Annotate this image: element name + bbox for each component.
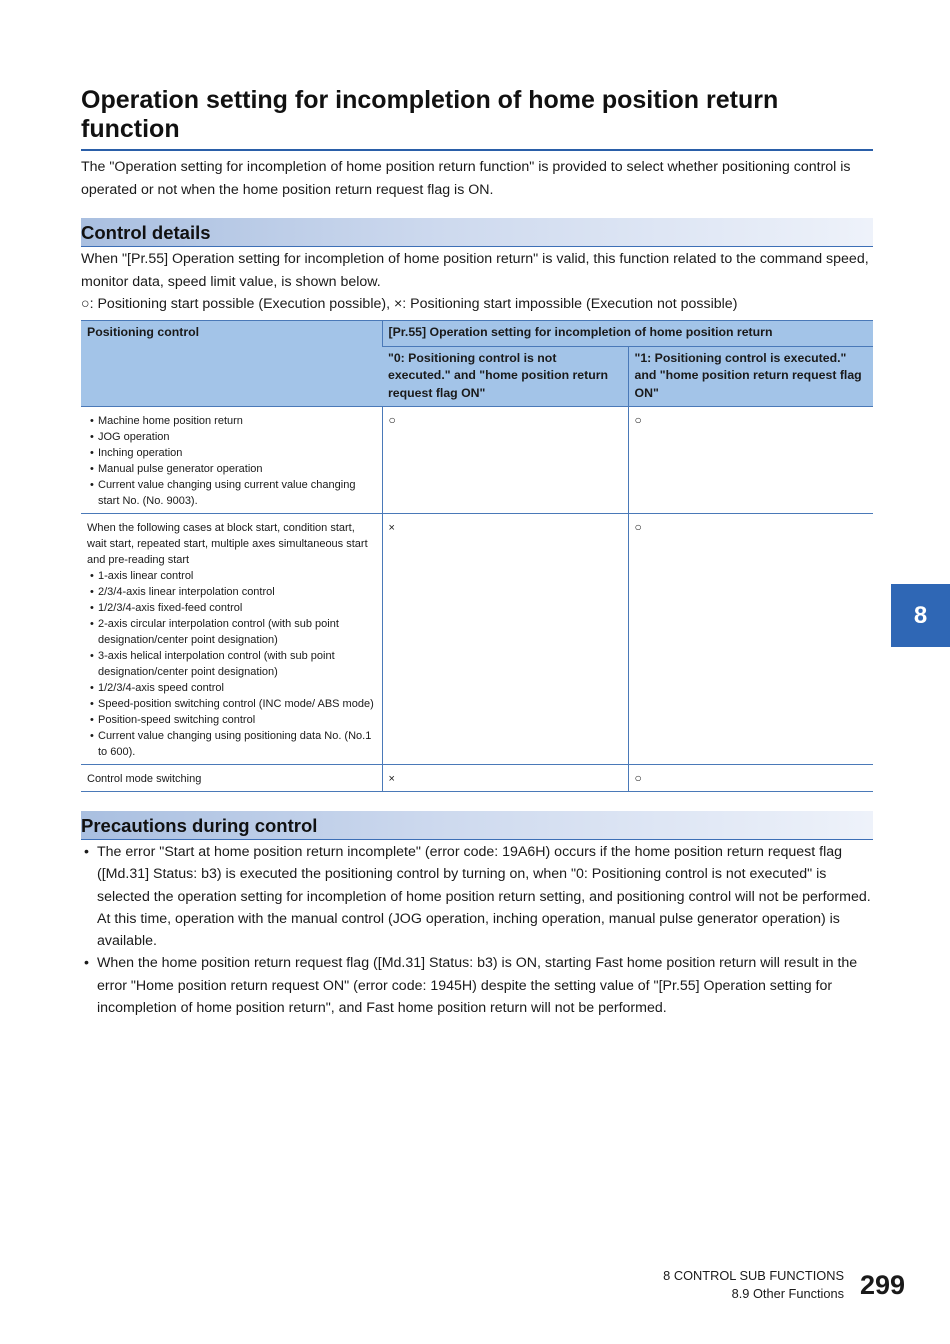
list-item: • Current value changing using current value changing start No. (No. 9003). <box>87 477 376 509</box>
possible-symbol: ○ <box>81 296 90 312</box>
list-item: • Inching operation <box>87 445 376 461</box>
table-row <box>81 407 873 514</box>
list-item: • The error "Start at home position return incomplete" (error code: 19A6H) occurs if the home position return request flag ([Md.31] Status: b3) is executed the positioning control by turning on, when "0: Positioning control is not executed" is selected the operation setting for incompletion of home position return setting, and positioning control will not be performed. At this time, operation with the manual control (JOG operation, inching operation, manual pulse generator operation) is available. <box>81 841 876 952</box>
possible-circle-icon: ○ <box>634 413 642 427</box>
possible-circle-icon: ○ <box>634 520 642 534</box>
row-2-item-list <box>87 568 376 760</box>
row-2-setting-1-cell <box>628 514 873 765</box>
table-row <box>81 765 873 792</box>
row-2-control-cell <box>81 514 382 765</box>
list-item: • Machine home position return <box>87 413 376 429</box>
intro-paragraph: The "Operation setting for incompletion of home position return function" is provided to select whether positioning control is operated or not when the home position return request flag is ON. <box>81 159 851 198</box>
row-3-setting-1-cell <box>628 765 873 792</box>
row-3-setting-0-cell <box>382 765 628 792</box>
row-1-control-cell <box>81 407 382 514</box>
footer-section-info <box>663 1267 844 1303</box>
list-item: • 1/2/3/4-axis speed control <box>87 680 376 696</box>
impossible-cross-icon: × <box>388 522 395 534</box>
possible-circle-icon: ○ <box>634 771 642 785</box>
impossible-legend: : Positioning start impossible (Execution not possible) <box>402 296 738 312</box>
symbol-legend <box>81 293 876 316</box>
list-item: • Current value changing using positioning data No. (No.1 to 600). <box>87 728 376 760</box>
footer-chapter: 8 CONTROL SUB FUNCTIONS <box>663 1268 844 1283</box>
control-details-heading: Control details <box>81 222 211 243</box>
list-item: • 1-axis linear control <box>87 568 376 584</box>
header-setting-0: "0: Positioning control is not executed." and "home position return request flag ON" <box>382 346 628 407</box>
list-item: • 2/3/4-axis linear interpolation control <box>87 584 376 600</box>
impossible-symbol: × <box>393 296 403 312</box>
row-1-item-list <box>87 413 376 509</box>
precautions-heading-bar <box>81 811 873 840</box>
positioning-control-table <box>81 320 873 792</box>
header-setting-1: "1: Positioning control is executed." and "home position return request flag ON" <box>628 346 873 407</box>
header-positioning-control: Positioning control <box>81 321 382 407</box>
control-details-heading-bar <box>81 218 873 247</box>
possible-legend: : Positioning start possible (Execution possible), <box>89 296 394 312</box>
footer-section: 8.9 Other Functions <box>731 1286 844 1301</box>
table-header-row <box>81 321 873 347</box>
title-rule <box>81 149 873 151</box>
page-title: Operation setting for incompletion of home position return function <box>81 86 779 143</box>
control-details-description: When "[Pr.55] Operation setting for incompletion of home position return" is valid, this function related to the command speed, monitor data, speed limit value, is shown below. <box>81 251 869 290</box>
row-2-intro: When the following cases at block start, condition start, wait start, repeated start, multiple axes simultaneous start and pre-reading start <box>87 522 368 566</box>
row-1-setting-1-cell <box>628 407 873 514</box>
list-item: • 1/2/3/4-axis fixed-feed control <box>87 600 376 616</box>
row-3-control-cell: Control mode switching <box>81 765 382 792</box>
precautions-list <box>81 841 876 1019</box>
header-pr55-group: [Pr.55] Operation setting for incompletion of home position return <box>382 321 873 347</box>
list-item: • When the home position return request flag ([Md.31] Status: b3) is ON, starting Fast home position return will result in the error "Home position return request ON" (error code: 1945H) despite the setting value of "[Pr.55] Operation setting for incompletion of home position return", and Fast home position return will not be performed. <box>81 952 876 1019</box>
chapter-tab: 8 <box>891 584 950 647</box>
list-item: • Position-speed switching control <box>87 712 376 728</box>
list-item: • Speed-position switching control (INC mode/ ABS mode) <box>87 696 376 712</box>
table-row <box>81 514 873 765</box>
row-2-setting-0-cell <box>382 514 628 765</box>
page-number: 299 <box>860 1270 906 1300</box>
list-item: • Manual pulse generator operation <box>87 461 376 477</box>
list-item: • JOG operation <box>87 429 376 445</box>
impossible-cross-icon: × <box>388 773 395 785</box>
control-details-text <box>81 248 876 316</box>
row-1-setting-0-cell <box>382 407 628 514</box>
list-item: • 2-axis circular interpolation control (with sub point designation/center point designation) <box>87 616 376 648</box>
possible-circle-icon: ○ <box>388 413 396 427</box>
list-item: • 3-axis helical interpolation control (with sub point designation/center point designation) <box>87 648 376 680</box>
precautions-heading: Precautions during control <box>81 815 318 836</box>
